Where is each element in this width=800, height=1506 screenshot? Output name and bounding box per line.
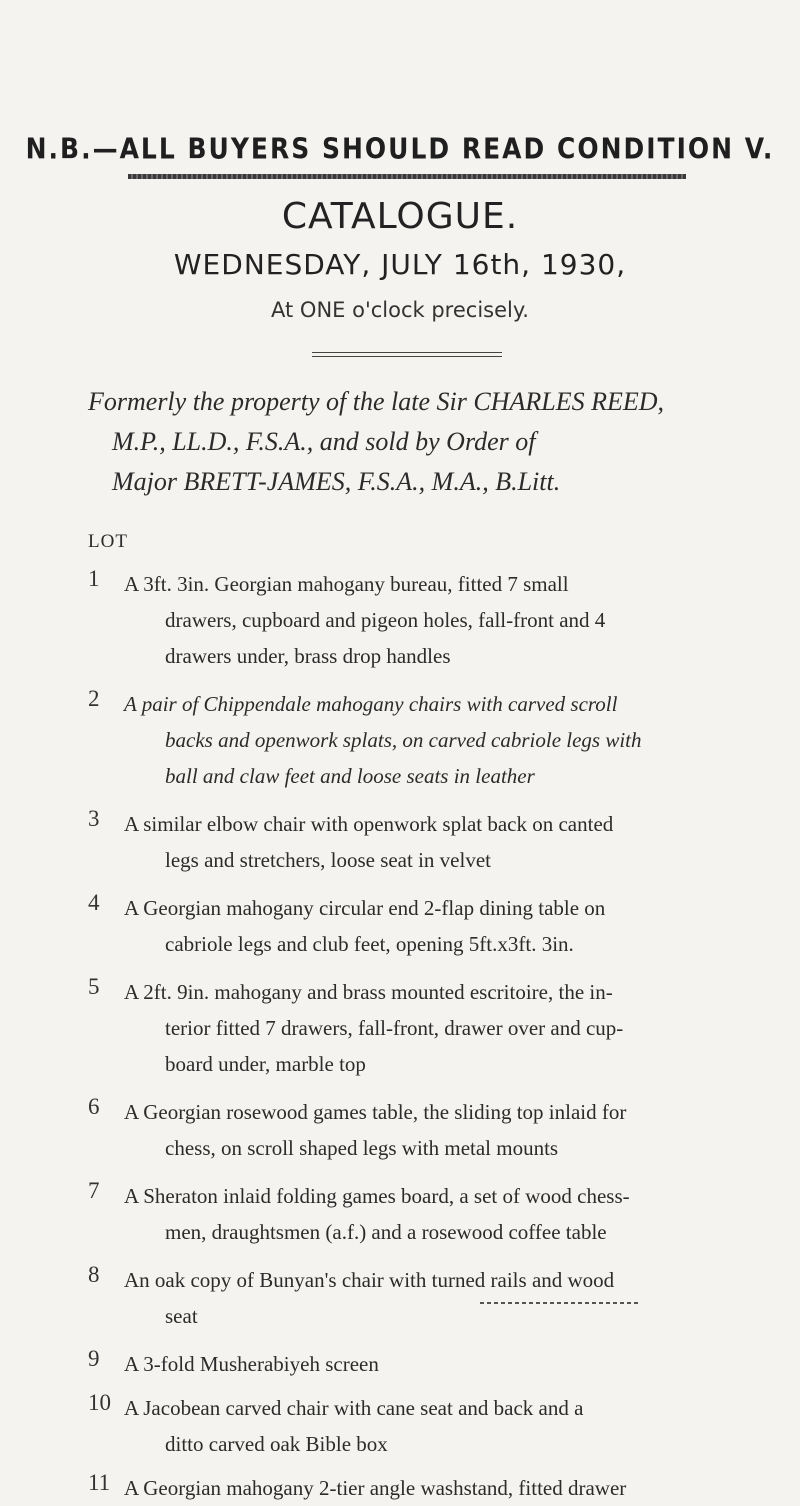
lot-number: 10 [88, 1390, 111, 1415]
lot-number: 1 [88, 566, 100, 591]
lot-description [124, 1390, 788, 1462]
lot-entry [88, 974, 788, 1082]
section-divider [312, 352, 502, 357]
lot-description-line: terior fitted 7 drawers, fall-front, drawer over and cup- [165, 1016, 624, 1040]
banner-rule [128, 174, 686, 179]
lot-description-line: backs and openwork splats, on carved cabriole legs with [165, 728, 642, 752]
lot-number: 9 [88, 1346, 100, 1371]
lot-description [124, 1094, 788, 1166]
lot-entry [88, 1346, 788, 1382]
lot-description [124, 890, 788, 962]
provenance-line-1: Formerly the property of the late Sir CHARLES REED, [88, 387, 664, 416]
sale-time: At ONE o'clock precisely. [271, 298, 529, 322]
catalogue-title: CATALOGUE. [281, 196, 519, 237]
lot-entry [88, 1262, 788, 1334]
end-rule [480, 1302, 640, 1304]
lot-description-line: A 3-fold Musherabiyeh screen [124, 1352, 379, 1376]
lot-description-line: ball and claw feet and loose seats in leather [165, 764, 535, 788]
lot-description-line: A Georgian mahogany circular end 2-flap dining table on [124, 896, 606, 920]
lot-description-line: A Georgian rosewood games table, the sliding top inlaid for [124, 1100, 627, 1124]
lot-description-line: A Georgian mahogany 2-tier angle washstand, fitted drawer [124, 1476, 627, 1500]
lot-description-line: board under, marble top [165, 1052, 366, 1076]
lot-description-line: men, draughtsmen (a.f.) and a rosewood coffee table [165, 1220, 607, 1244]
lot-description-line: A 2ft. 9in. mahogany and brass mounted escritoire, the in- [124, 980, 613, 1004]
lot-description-line: seat [165, 1304, 198, 1328]
provenance-line-3: Major BRETT-JAMES, F.S.A., M.A., B.Litt. [112, 467, 561, 496]
lot-description-line: legs and stretchers, loose seat in velvet [165, 848, 491, 872]
lot-description [124, 1346, 788, 1382]
lot-entry [88, 1178, 788, 1250]
provenance-line-2: M.P., LL.D., F.S.A., and sold by Order of [112, 427, 536, 456]
lot-description-line: An oak copy of Bunyan's chair with turned rails and wood [124, 1268, 615, 1292]
lot-description [124, 806, 788, 878]
lot-description-line: A 3ft. 3in. Georgian mahogany bureau, fitted 7 small [124, 572, 569, 596]
lot-number: 8 [88, 1262, 100, 1287]
lot-description-line: A pair of Chippendale mahogany chairs with carved scroll [124, 692, 618, 716]
lot-description [124, 1470, 788, 1506]
lot-entry [88, 890, 788, 962]
lot-description [124, 1178, 788, 1250]
sale-date: WEDNESDAY, JULY 16th, 1930, [173, 248, 627, 281]
lot-number: 5 [88, 974, 100, 999]
lot-description-line: A Sheraton inlaid folding games board, a set of wood chess- [124, 1184, 630, 1208]
provenance-note [88, 382, 788, 502]
lot-description-line: ditto carved oak Bible box [165, 1432, 388, 1456]
lot-description-line: A similar elbow chair with openwork splat back on canted [124, 812, 614, 836]
lot-entry [88, 686, 788, 794]
lot-entry [88, 806, 788, 878]
lot-entry [88, 566, 788, 674]
lot-description [124, 1262, 788, 1334]
lot-description-line: drawers, cupboard and pigeon holes, fall-front and 4 [165, 608, 606, 632]
conditions-banner: N.B.—ALL BUYERS SHOULD READ CONDITION V. [25, 131, 775, 166]
lot-entry [88, 1094, 788, 1166]
lot-number: 7 [88, 1178, 100, 1203]
lot-number: 2 [88, 686, 100, 711]
lot-description [124, 974, 788, 1082]
lot-entry [88, 1470, 788, 1506]
lot-number: 4 [88, 890, 100, 915]
lot-description [124, 686, 788, 794]
lot-description-line: cabriole legs and club feet, opening 5ft.x3ft. 3in. [165, 932, 574, 956]
lot-list [88, 556, 788, 1506]
lot-column-heading: LOT [88, 531, 128, 552]
lot-description-line: A Jacobean carved chair with cane seat and back and a [124, 1396, 584, 1420]
lot-number: 11 [88, 1470, 111, 1495]
lot-description-line: chess, on scroll shaped legs with metal mounts [165, 1136, 559, 1160]
lot-description-line: drawers under, brass drop handles [165, 644, 451, 668]
lot-number: 3 [88, 806, 100, 831]
lot-entry [88, 1390, 788, 1462]
lot-description [124, 566, 788, 674]
lot-number: 6 [88, 1094, 100, 1119]
